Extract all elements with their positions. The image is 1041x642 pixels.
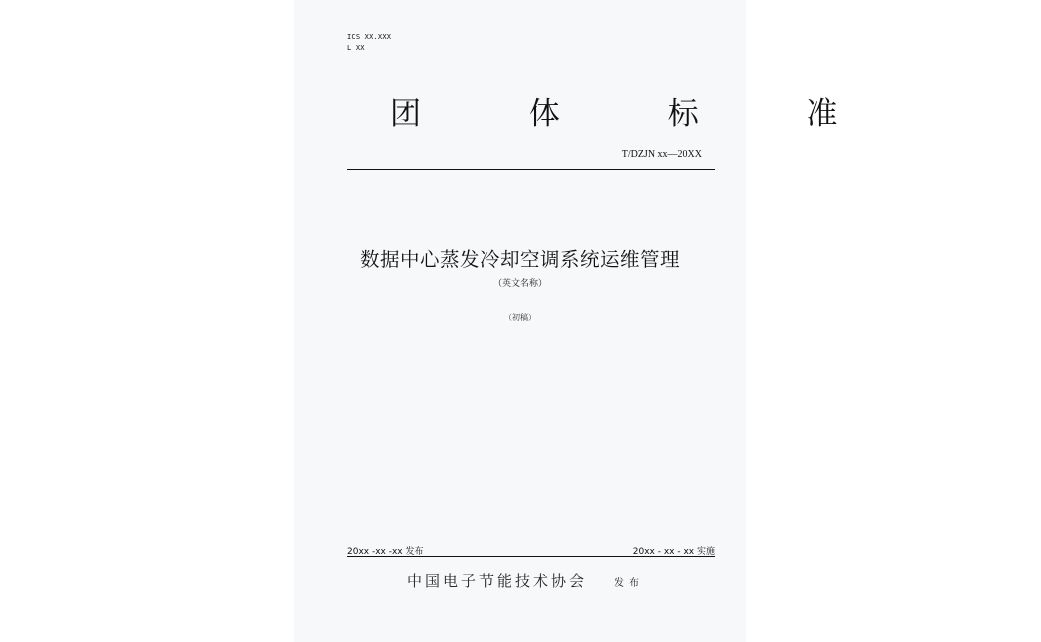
- issue-date: 20xx -xx -xx 发布: [347, 547, 424, 557]
- implementation-date: 20xx - xx - xx 实施: [632, 547, 715, 557]
- ics-code: ICS XX.XXX: [347, 33, 392, 41]
- publisher-name: 中国电子节能技术协会: [407, 572, 588, 590]
- standard-number: T/DZJN xx—20XX: [621, 149, 702, 160]
- standard-type-heading: 团 体 标 准: [390, 96, 887, 132]
- english-name-placeholder: （英文名称）: [492, 279, 547, 289]
- footer-divider: [347, 556, 715, 557]
- document-page: [294, 0, 887, 642]
- document-title: 数据中心蒸发冷却空调系统运维管理: [359, 248, 680, 271]
- header-divider: [347, 169, 715, 170]
- draft-label: （初稿）: [504, 313, 536, 322]
- classification-code: L XX: [347, 44, 365, 52]
- publish-label: 发布: [614, 578, 644, 589]
